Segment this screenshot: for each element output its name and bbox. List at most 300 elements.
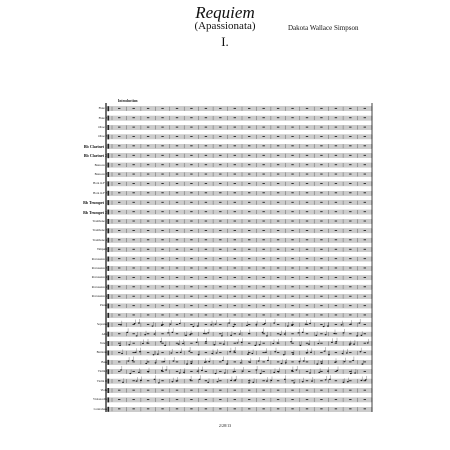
whole-rest — [277, 305, 279, 306]
whole-rest — [147, 155, 149, 156]
whole-rest — [219, 136, 221, 137]
whole-rest — [320, 333, 322, 334]
whole-rest — [248, 174, 250, 175]
whole-rest — [147, 164, 149, 165]
whole-rest — [335, 258, 337, 259]
whole-rest — [205, 333, 207, 334]
whole-rest — [234, 174, 236, 175]
whole-rest — [364, 192, 366, 193]
notehead — [354, 372, 356, 373]
whole-rest — [335, 145, 337, 146]
notehead — [128, 344, 130, 345]
whole-rest — [234, 127, 236, 128]
instrument-label: Violin II — [96, 378, 107, 383]
whole-rest — [262, 249, 264, 250]
whole-rest — [262, 155, 264, 156]
whole-rest — [176, 117, 178, 118]
whole-rest — [291, 221, 293, 222]
notehead — [277, 342, 279, 343]
whole-rest — [176, 333, 178, 334]
whole-rest — [219, 371, 221, 372]
notehead — [142, 343, 144, 344]
instrument-label: Bb Clarinet 2 — [83, 153, 107, 159]
notehead — [299, 361, 301, 362]
whole-rest — [234, 286, 236, 287]
whole-rest — [176, 324, 178, 325]
whole-rest — [205, 352, 207, 353]
whole-rest — [262, 221, 264, 222]
whole-rest — [161, 164, 163, 165]
whole-rest — [132, 277, 134, 278]
whole-rest — [349, 127, 351, 128]
notehead — [317, 343, 319, 344]
whole-rest — [306, 239, 308, 240]
whole-rest — [320, 145, 322, 146]
whole-rest — [262, 286, 264, 287]
whole-rest — [262, 117, 264, 118]
notehead — [291, 370, 293, 371]
whole-rest — [306, 221, 308, 222]
whole-rest — [248, 117, 250, 118]
whole-rest — [176, 258, 178, 259]
notehead — [251, 353, 253, 354]
section-label: Introduction — [118, 99, 138, 103]
notehead — [207, 332, 209, 333]
whole-rest — [277, 230, 279, 231]
whole-rest — [132, 108, 134, 109]
notehead — [360, 351, 362, 352]
notehead — [211, 353, 213, 354]
notehead — [182, 343, 184, 344]
whole-rest — [190, 352, 192, 353]
whole-rest — [320, 192, 322, 193]
whole-rest — [320, 268, 322, 269]
whole-rest — [147, 174, 149, 175]
whole-rest — [320, 286, 322, 287]
notehead — [154, 379, 156, 380]
whole-rest — [277, 211, 279, 212]
whole-rest — [190, 286, 192, 287]
whole-rest — [320, 127, 322, 128]
whole-rest — [320, 117, 322, 118]
whole-rest — [219, 164, 221, 165]
whole-rest — [219, 296, 221, 297]
whole-rest — [176, 221, 178, 222]
whole-rest — [147, 286, 149, 287]
whole-rest — [248, 343, 250, 344]
whole-rest — [147, 333, 149, 334]
whole-rest — [306, 380, 308, 381]
whole-rest — [335, 343, 337, 344]
whole-rest — [248, 211, 250, 212]
whole-rest — [161, 296, 163, 297]
whole-rest — [132, 390, 134, 391]
whole-rest — [176, 296, 178, 297]
whole-rest — [161, 352, 163, 353]
whole-rest — [320, 371, 322, 372]
whole-rest — [161, 343, 163, 344]
whole-rest — [364, 305, 366, 306]
notehead — [160, 341, 162, 342]
notehead — [158, 382, 160, 383]
whole-rest — [291, 127, 293, 128]
whole-rest — [234, 145, 236, 146]
whole-rest — [248, 239, 250, 240]
whole-rest — [291, 362, 293, 363]
whole-rest — [205, 239, 207, 240]
whole-rest — [147, 249, 149, 250]
whole-rest — [291, 268, 293, 269]
whole-rest — [219, 362, 221, 363]
whole-rest — [118, 380, 120, 381]
whole-rest — [335, 249, 337, 250]
whole-rest — [349, 230, 351, 231]
whole-rest — [320, 324, 322, 325]
whole-rest — [147, 268, 149, 269]
notehead — [309, 372, 311, 373]
notehead — [316, 364, 318, 365]
whole-rest — [364, 108, 366, 109]
whole-rest — [147, 352, 149, 353]
whole-rest — [147, 202, 149, 203]
whole-rest — [132, 380, 134, 381]
notehead — [140, 380, 142, 381]
whole-rest — [132, 164, 134, 165]
notehead — [155, 362, 157, 363]
whole-rest — [176, 399, 178, 400]
whole-rest — [118, 221, 120, 222]
whole-rest — [248, 221, 250, 222]
whole-rest — [306, 192, 308, 193]
instrument-label: Trombone 1 — [92, 218, 107, 223]
notehead — [199, 379, 201, 380]
whole-rest — [161, 380, 163, 381]
notehead — [248, 333, 250, 334]
whole-rest — [364, 399, 366, 400]
whole-rest — [147, 108, 149, 109]
whole-rest — [205, 277, 207, 278]
whole-rest — [161, 315, 163, 316]
whole-rest — [190, 399, 192, 400]
whole-rest — [291, 305, 293, 306]
whole-rest — [132, 174, 134, 175]
whole-rest — [161, 127, 163, 128]
notehead — [273, 372, 275, 373]
whole-rest — [320, 155, 322, 156]
whole-rest — [306, 286, 308, 287]
instrument-label: Flute 1 — [98, 106, 107, 111]
whole-rest — [364, 211, 366, 212]
whole-rest — [364, 164, 366, 165]
notehead — [347, 381, 349, 382]
notehead — [280, 334, 282, 335]
whole-rest — [190, 277, 192, 278]
whole-rest — [349, 305, 351, 306]
whole-rest — [190, 305, 192, 306]
whole-rest — [320, 183, 322, 184]
whole-rest — [364, 202, 366, 203]
whole-rest — [277, 249, 279, 250]
whole-rest — [349, 145, 351, 146]
instrument-label: Percussion 4 — [91, 284, 107, 289]
whole-rest — [335, 305, 337, 306]
whole-rest — [349, 258, 351, 259]
whole-rest — [219, 145, 221, 146]
whole-rest — [320, 221, 322, 222]
notehead — [287, 325, 289, 326]
whole-rest — [291, 174, 293, 175]
notehead — [121, 353, 123, 354]
instrument-label: Percussion 3 — [91, 275, 107, 280]
whole-rest — [132, 145, 134, 146]
whole-rest — [349, 211, 351, 212]
whole-rest — [306, 315, 308, 316]
whole-rest — [277, 145, 279, 146]
whole-rest — [161, 305, 163, 306]
notehead — [306, 352, 308, 353]
whole-rest — [205, 249, 207, 250]
whole-rest — [118, 183, 120, 184]
notehead — [146, 342, 148, 343]
whole-rest — [190, 164, 192, 165]
whole-rest — [118, 127, 120, 128]
notehead — [265, 352, 267, 353]
whole-rest — [132, 127, 134, 128]
notehead — [161, 325, 163, 326]
whole-rest — [349, 249, 351, 250]
whole-rest — [176, 362, 178, 363]
whole-rest — [349, 268, 351, 269]
whole-rest — [147, 315, 149, 316]
whole-rest — [291, 211, 293, 212]
whole-rest — [147, 324, 149, 325]
notehead — [309, 323, 311, 324]
whole-rest — [364, 286, 366, 287]
whole-rest — [118, 192, 120, 193]
whole-rest — [161, 202, 163, 203]
whole-rest — [219, 211, 221, 212]
whole-rest — [118, 315, 120, 316]
whole-rest — [320, 390, 322, 391]
whole-rest — [262, 183, 264, 184]
notehead — [145, 363, 147, 364]
whole-rest — [132, 305, 134, 306]
instrument-label: Trombone 3 — [92, 237, 107, 242]
notehead — [327, 371, 329, 372]
whole-rest — [205, 127, 207, 128]
whole-rest — [320, 239, 322, 240]
whole-rest — [132, 409, 134, 410]
whole-rest — [320, 249, 322, 250]
notehead — [252, 382, 254, 383]
whole-rest — [262, 380, 264, 381]
whole-rest — [161, 117, 163, 118]
whole-rest — [248, 164, 250, 165]
whole-rest — [349, 192, 351, 193]
whole-rest — [364, 145, 366, 146]
whole-rest — [277, 239, 279, 240]
whole-rest — [335, 268, 337, 269]
notehead — [342, 353, 344, 354]
notehead — [260, 373, 262, 374]
notehead — [259, 344, 261, 345]
whole-rest — [335, 380, 337, 381]
whole-rest — [205, 343, 207, 344]
whole-rest — [277, 136, 279, 137]
whole-rest — [219, 174, 221, 175]
whole-rest — [262, 305, 264, 306]
whole-rest — [349, 164, 351, 165]
whole-rest — [132, 239, 134, 240]
instrument-label: Percussion 5 — [91, 294, 107, 299]
notehead — [350, 324, 352, 325]
whole-rest — [234, 108, 236, 109]
whole-rest — [248, 258, 250, 259]
whole-rest — [190, 221, 192, 222]
whole-rest — [320, 380, 322, 381]
whole-rest — [132, 221, 134, 222]
notehead — [186, 364, 188, 365]
whole-rest — [176, 390, 178, 391]
whole-rest — [234, 324, 236, 325]
notehead — [284, 379, 286, 380]
whole-rest — [234, 192, 236, 193]
whole-rest — [262, 136, 264, 137]
whole-rest — [349, 202, 351, 203]
whole-rest — [335, 239, 337, 240]
whole-rest — [335, 324, 337, 325]
notehead — [230, 335, 232, 336]
whole-rest — [147, 230, 149, 231]
whole-rest — [277, 277, 279, 278]
notehead — [144, 334, 146, 335]
notehead — [178, 344, 180, 345]
whole-rest — [277, 202, 279, 203]
whole-rest — [306, 127, 308, 128]
whole-rest — [132, 352, 134, 353]
whole-rest — [234, 249, 236, 250]
notehead — [310, 352, 312, 353]
whole-rest — [349, 277, 351, 278]
whole-rest — [320, 202, 322, 203]
notehead — [291, 325, 293, 326]
notehead — [120, 369, 122, 370]
notehead — [171, 352, 173, 353]
notehead — [138, 372, 140, 373]
whole-rest — [262, 315, 264, 316]
whole-rest — [306, 399, 308, 400]
whole-rest — [262, 230, 264, 231]
whole-rest — [306, 136, 308, 137]
whole-rest — [176, 211, 178, 212]
whole-rest — [118, 155, 120, 156]
whole-rest — [190, 333, 192, 334]
whole-rest — [277, 268, 279, 269]
whole-rest — [349, 399, 351, 400]
instrument-label: Flute 2 — [98, 115, 107, 120]
whole-rest — [335, 202, 337, 203]
whole-rest — [277, 117, 279, 118]
whole-rest — [234, 164, 236, 165]
notehead — [311, 381, 313, 382]
notehead — [127, 361, 129, 362]
whole-rest — [320, 258, 322, 259]
notehead — [249, 362, 251, 363]
whole-rest — [291, 390, 293, 391]
notehead — [208, 361, 210, 362]
notehead — [285, 362, 287, 363]
whole-rest — [262, 343, 264, 344]
whole-rest — [364, 268, 366, 269]
notehead — [255, 369, 257, 370]
whole-rest — [277, 409, 279, 410]
notehead — [180, 352, 182, 353]
whole-rest — [306, 343, 308, 344]
whole-rest — [234, 136, 236, 137]
whole-rest — [190, 362, 192, 363]
notehead — [229, 351, 231, 352]
whole-rest — [190, 324, 192, 325]
notehead — [315, 335, 317, 336]
whole-rest — [335, 277, 337, 278]
whole-rest — [291, 202, 293, 203]
whole-rest — [147, 277, 149, 278]
whole-rest — [219, 399, 221, 400]
notehead — [283, 354, 285, 355]
whole-rest — [349, 108, 351, 109]
whole-rest — [147, 239, 149, 240]
whole-rest — [190, 108, 192, 109]
whole-rest — [234, 343, 236, 344]
instrument-label: Baritone — [96, 350, 107, 355]
notehead — [248, 382, 250, 383]
whole-rest — [132, 258, 134, 259]
whole-rest — [262, 145, 264, 146]
whole-rest — [349, 221, 351, 222]
whole-rest — [320, 352, 322, 353]
whole-rest — [205, 305, 207, 306]
whole-rest — [277, 221, 279, 222]
notehead — [255, 324, 257, 325]
whole-rest — [335, 315, 337, 316]
whole-rest — [190, 127, 192, 128]
whole-rest — [364, 333, 366, 334]
whole-rest — [291, 324, 293, 325]
whole-rest — [364, 258, 366, 259]
whole-rest — [320, 230, 322, 231]
notehead — [353, 344, 355, 345]
whole-rest — [291, 258, 293, 259]
whole-rest — [161, 277, 163, 278]
notehead — [217, 381, 219, 382]
whole-rest — [118, 230, 120, 231]
whole-rest — [364, 155, 366, 156]
whole-rest — [248, 108, 250, 109]
whole-rest — [364, 136, 366, 137]
composer-name: Dakota Wallace Simpson — [288, 24, 359, 32]
whole-rest — [190, 249, 192, 250]
whole-rest — [248, 324, 250, 325]
whole-rest — [262, 164, 264, 165]
notehead — [129, 373, 131, 374]
whole-rest — [161, 174, 163, 175]
whole-rest — [234, 352, 236, 353]
whole-rest — [176, 239, 178, 240]
instrument-label: Soprano — [97, 322, 107, 327]
notehead — [216, 352, 218, 353]
whole-rest — [205, 324, 207, 325]
whole-rest — [248, 390, 250, 391]
